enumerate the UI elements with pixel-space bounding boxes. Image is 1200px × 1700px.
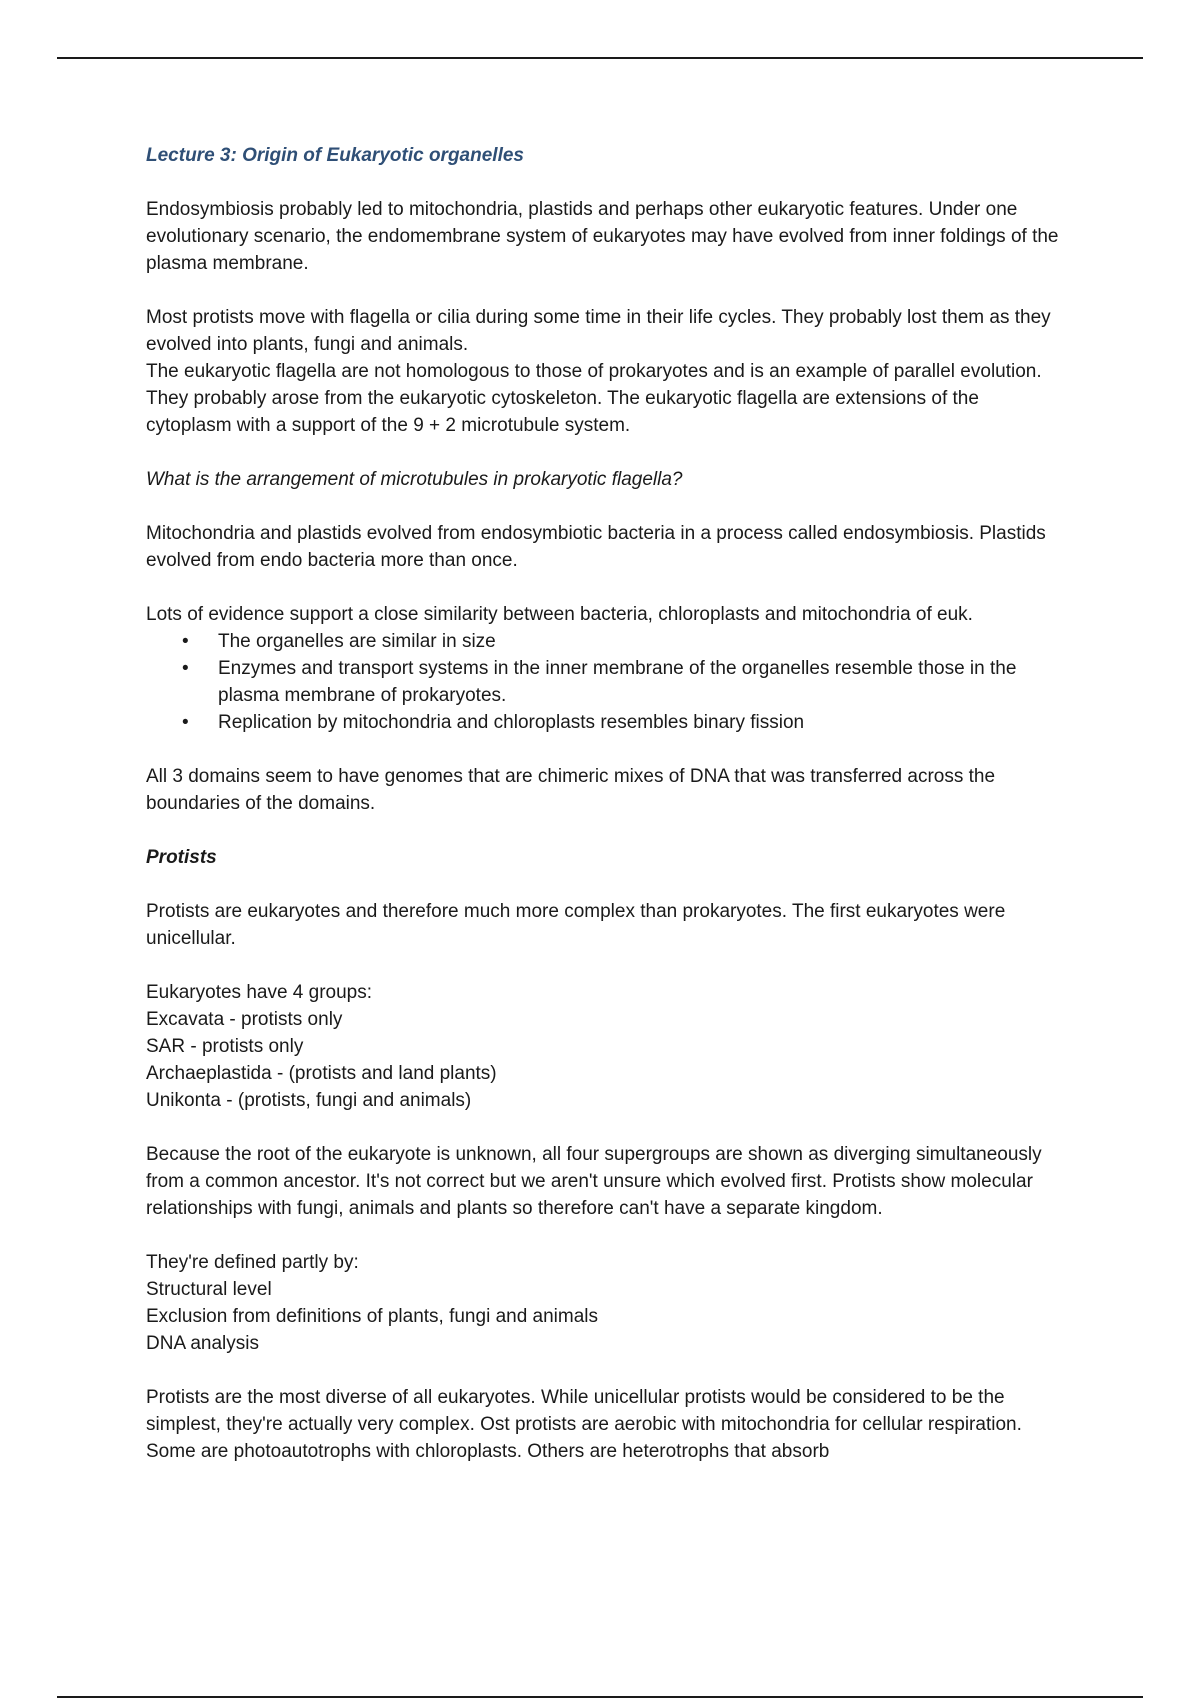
- evidence-item-replication: • Replication by mitochondria and chloroplasts resembles binary fission: [218, 709, 1066, 736]
- question-microtubules: What is the arrangement of microtubules in prokaryotic flagella?: [146, 469, 683, 490]
- groups-block: [146, 979, 1066, 1114]
- evidence-item-enzymes: • Enzymes and transport systems in the inner membrane of the organelles resemble those in the plasma membrane of prokaryotes.: [218, 655, 1066, 709]
- group-item-sar: SAR - protists only: [146, 1036, 304, 1057]
- paragraph-mitochondria-plastids: Mitochondria and plastids evolved from endosymbiotic bacteria in a process called endosymbiosis. Plastids evolved from endo bacteria more than once.: [146, 523, 1046, 571]
- paragraph-protist-motility: Most protists move with flagella or cilia during some time in their life cycles. They probably lost them as they evolved into plants, fungi and animals.: [146, 307, 1051, 355]
- group-item-excavata: Excavata - protists only: [146, 1009, 343, 1030]
- evidence-list: [146, 628, 1066, 736]
- defined-by-intro: They're defined partly by:: [146, 1252, 359, 1273]
- defined-by-exclusion: Exclusion from definitions of plants, fungi and animals: [146, 1306, 599, 1327]
- paragraph-protists-complex: Protists are eukaryotes and therefore much more complex than prokaryotes. The first eukaryotes were unicellular.: [146, 901, 1006, 949]
- paragraph-chimeric-genomes: All 3 domains seem to have genomes that are chimeric mixes of DNA that was transferred across the boundaries of the domains.: [146, 766, 996, 814]
- section-title-protists: Protists: [146, 847, 217, 868]
- paragraph-protist-diversity: Protists are the most diverse of all eukaryotes. While unicellular protists would be considered to be the simplest, they're actually very complex. Ost protists are aerobic with mitochondria for cellular respiration. Some are photoautotrophs with chloroplasts. Others are heterotrophs that absorb: [146, 1387, 1022, 1462]
- paragraph-supergroups: Because the root of the eukaryote is unknown, all four supergroups are shown as diverging simultaneously from a common ancestor. It's not correct but we aren't unsure which evolved first. Protists show molecular relationships with fungi, animals and plants so therefore can't have a separate kingdom.: [146, 1144, 1042, 1219]
- paragraph-endosymbiosis: Endosymbiosis probably led to mitochondria, plastids and perhaps other eukaryotic features. Under one evolutionary scenario, the endomembrane system of eukaryotes may have evolved from inner foldings of the plasma membrane.: [146, 199, 1059, 274]
- group-item-unikonta: Unikonta - (protists, fungi and animals): [146, 1090, 472, 1111]
- lecture-heading: Lecture 3: Origin of Eukaryotic organelles: [146, 145, 524, 166]
- defined-by-dna: DNA analysis: [146, 1333, 259, 1354]
- defined-by-block: [146, 1249, 1066, 1357]
- groups-intro: Eukaryotes have 4 groups:: [146, 982, 373, 1003]
- footer-rule: [57, 1696, 1143, 1698]
- defined-by-structural: Structural level: [146, 1279, 272, 1300]
- header-rule: [57, 57, 1143, 59]
- paragraph-evidence-intro: Lots of evidence support a close similarity between bacteria, chloroplasts and mitochondria of euk.: [146, 604, 973, 625]
- document-body: [146, 142, 1066, 1492]
- group-item-archaeplastida: Archaeplastida - (protists and land plants): [146, 1063, 497, 1084]
- evidence-item-size: • The organelles are similar in size: [218, 628, 1066, 655]
- paragraph-eukaryotic-flagella: The eukaryotic flagella are not homologous to those of prokaryotes and is an example of parallel evolution. They probably arose from the eukaryotic cytoskeleton. The eukaryotic flagella are extensions of the cytoplasm with a support of the 9 + 2 microtubule system.: [146, 361, 1042, 436]
